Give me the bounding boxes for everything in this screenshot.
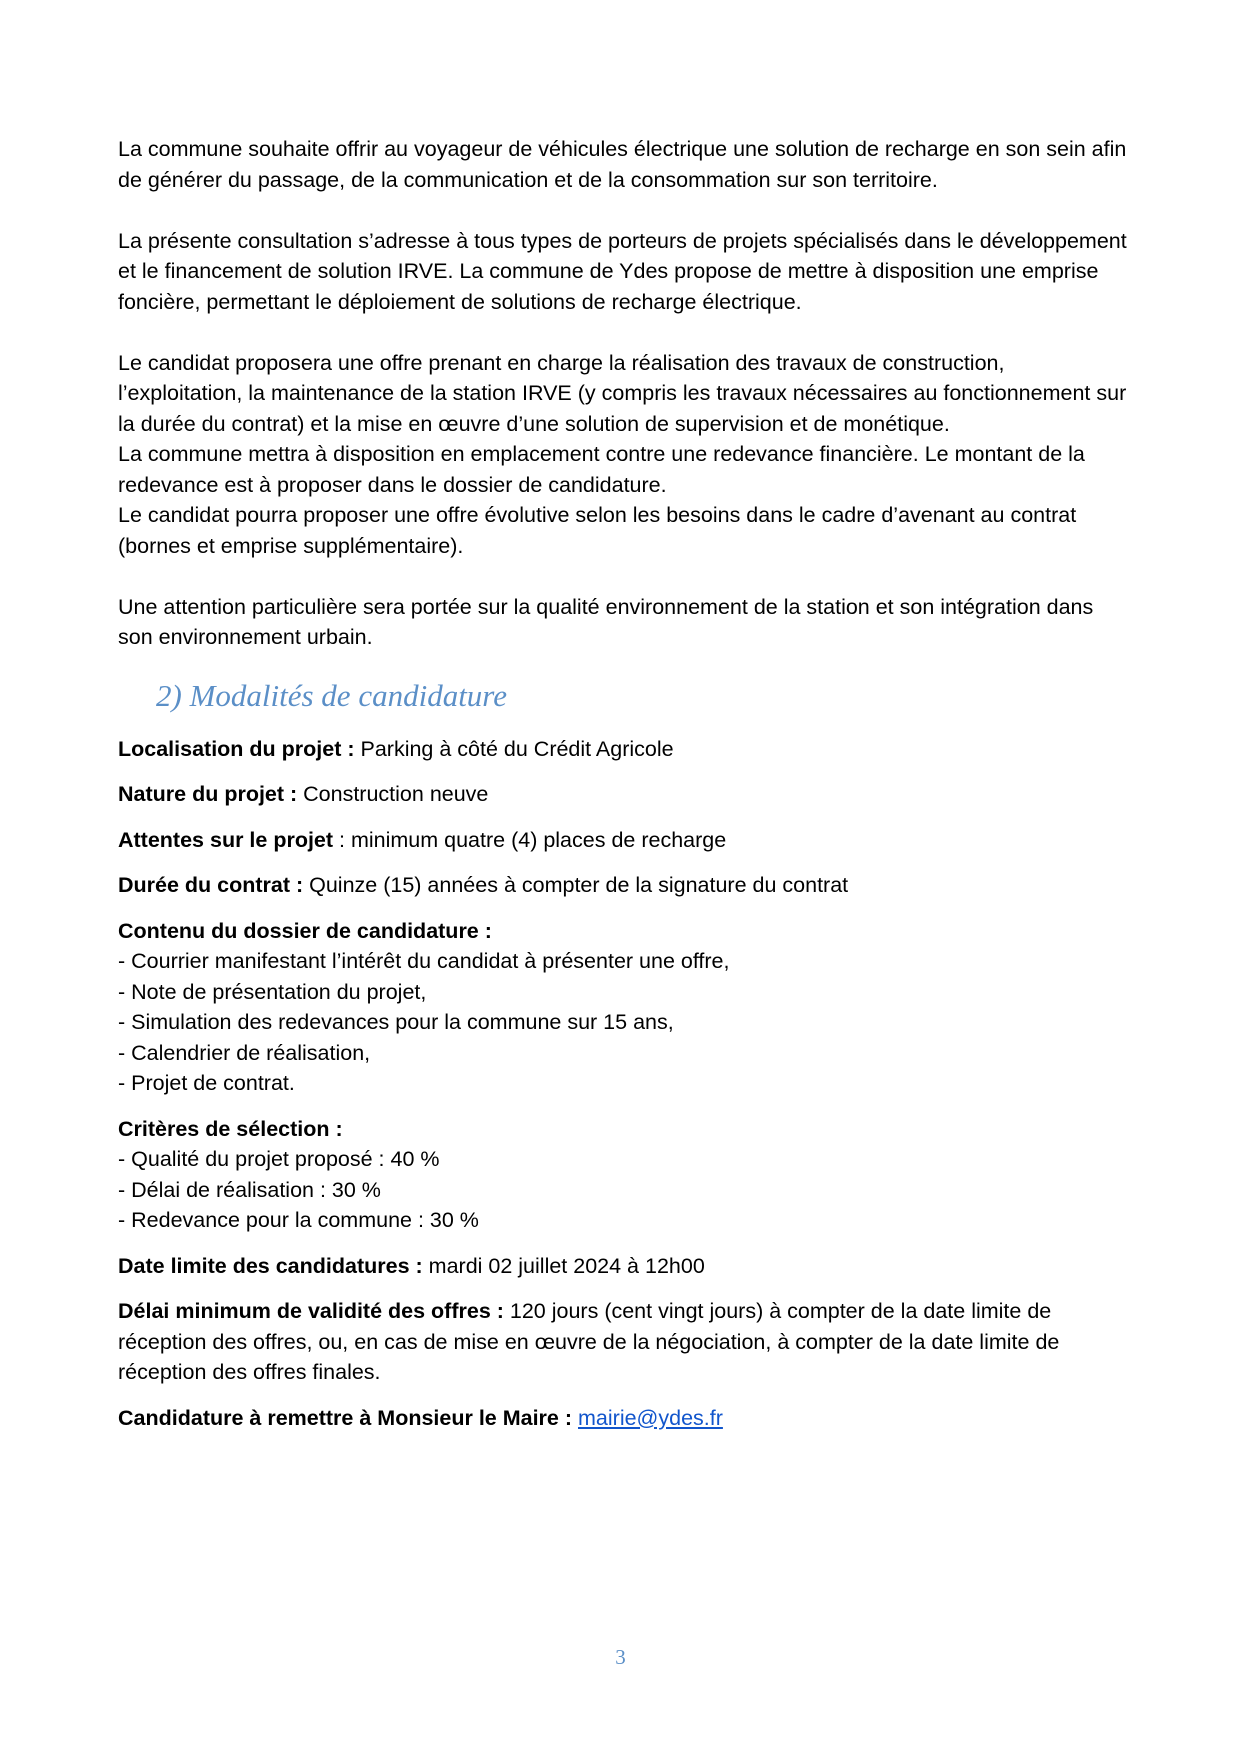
paragraph-environment: Une attention particulière sera portée sur la qualité environnement de la station et son intégration dans son environnement urbain. [118, 594, 1094, 649]
field-value: : minimum quatre (4) places de recharge [333, 827, 727, 852]
list-item: - Simulation des redevances pour la commune sur 15 ans, [118, 1010, 674, 1034]
email-link[interactable]: mairie@ydes.fr [578, 1405, 723, 1430]
paragraph-consultation: La présente consultation s’adresse à tous types de porteurs de projets spécialisés dans le développement et le financement de solution IRVE. La commune de Ydes propose de mettre à disposition une emprise foncière, permettant le déploiement de solutions de recharge électrique. [118, 228, 1127, 314]
field-label: Nature du projet : [118, 782, 298, 806]
criteres-list [118, 1114, 1133, 1236]
paragraph-evolution: Le candidat pourra proposer une offre évolutive selon les besoins dans le cadre d’avenant au contrat (bornes et emprise supplémentaire). [118, 503, 1077, 558]
paragraph-gap [118, 561, 1133, 592]
field-candidature [118, 1403, 1133, 1434]
section-heading: 2) Modalités de candidature [156, 677, 507, 713]
field-label: Délai minimum de validité des offres : [118, 1299, 504, 1323]
field-value: Quinze (15) années à compter de la signature du contrat [303, 873, 849, 897]
list-item: - Qualité du projet proposé : 40 % [118, 1147, 440, 1171]
paragraph-intro: La commune souhaite offrir au voyageur de véhicules électrique une solution de recharge en son sein afin de générer du passage, de la communication et de la consommation sur son territoire. [118, 137, 1127, 192]
list-item: - Courrier manifestant l’intérêt du candidat à présenter une offre, [118, 949, 730, 973]
field-value: Construction neuve [297, 782, 489, 806]
page-number: 3 [615, 1645, 626, 1669]
field-localisation [118, 734, 1133, 765]
list-item: - Délai de réalisation : 30 % [118, 1177, 381, 1202]
paragraph-gap [118, 317, 1133, 348]
list-item: - Note de présentation du projet, [118, 979, 427, 1004]
field-attentes [118, 825, 1133, 856]
field-value: mardi 02 juillet 2024 à 12h00 [422, 1253, 705, 1278]
field-value: Parking à côté du Crédit Agricole [354, 736, 674, 761]
field-label: Durée du contrat : [118, 873, 304, 897]
field-label: Localisation du projet : [118, 736, 355, 761]
field-label: Candidature à remettre à Monsieur le Maire : [118, 1405, 573, 1430]
list-heading: Contenu du dossier de candidature : [118, 918, 492, 943]
document-body [118, 134, 1133, 1448]
list-item: - Redevance pour la commune : 30 % [118, 1208, 479, 1232]
paragraph-offer: Le candidat proposera une offre prenant en charge la réalisation des travaux de construction, l’exploitation, la maintenance de la station IRVE (y compris les travaux nécessaires au fonctionnement sur la durée du contrat) et la mise en œuvre d’une solution de supervision et de monétique. [118, 350, 1127, 436]
field-nature [118, 779, 1133, 810]
list-item: - Projet de contrat. [118, 1071, 295, 1095]
list-item: - Calendrier de réalisation, [118, 1040, 371, 1065]
field-value: 120 jours (cent vingt jours) à compter de la date limite de réception des offres, ou, en cas de mise en œuvre de la négociation, à compter de la date limite de réception des offres finales. [118, 1299, 1060, 1384]
field-duree [118, 870, 1133, 901]
paragraph-gap [118, 195, 1133, 226]
dossier-list [118, 916, 1133, 1099]
field-date-limite [118, 1251, 1133, 1282]
field-delai-validite [118, 1296, 1133, 1388]
field-label: Date limite des candidatures : [118, 1253, 423, 1278]
paragraph-redevance: La commune mettra à disposition en emplacement contre une redevance financière. Le montant de la redevance est à proposer dans le dossier de candidature. [118, 442, 1085, 497]
list-heading: Critères de sélection : [118, 1116, 343, 1141]
field-label: Attentes sur le projet [118, 827, 334, 852]
